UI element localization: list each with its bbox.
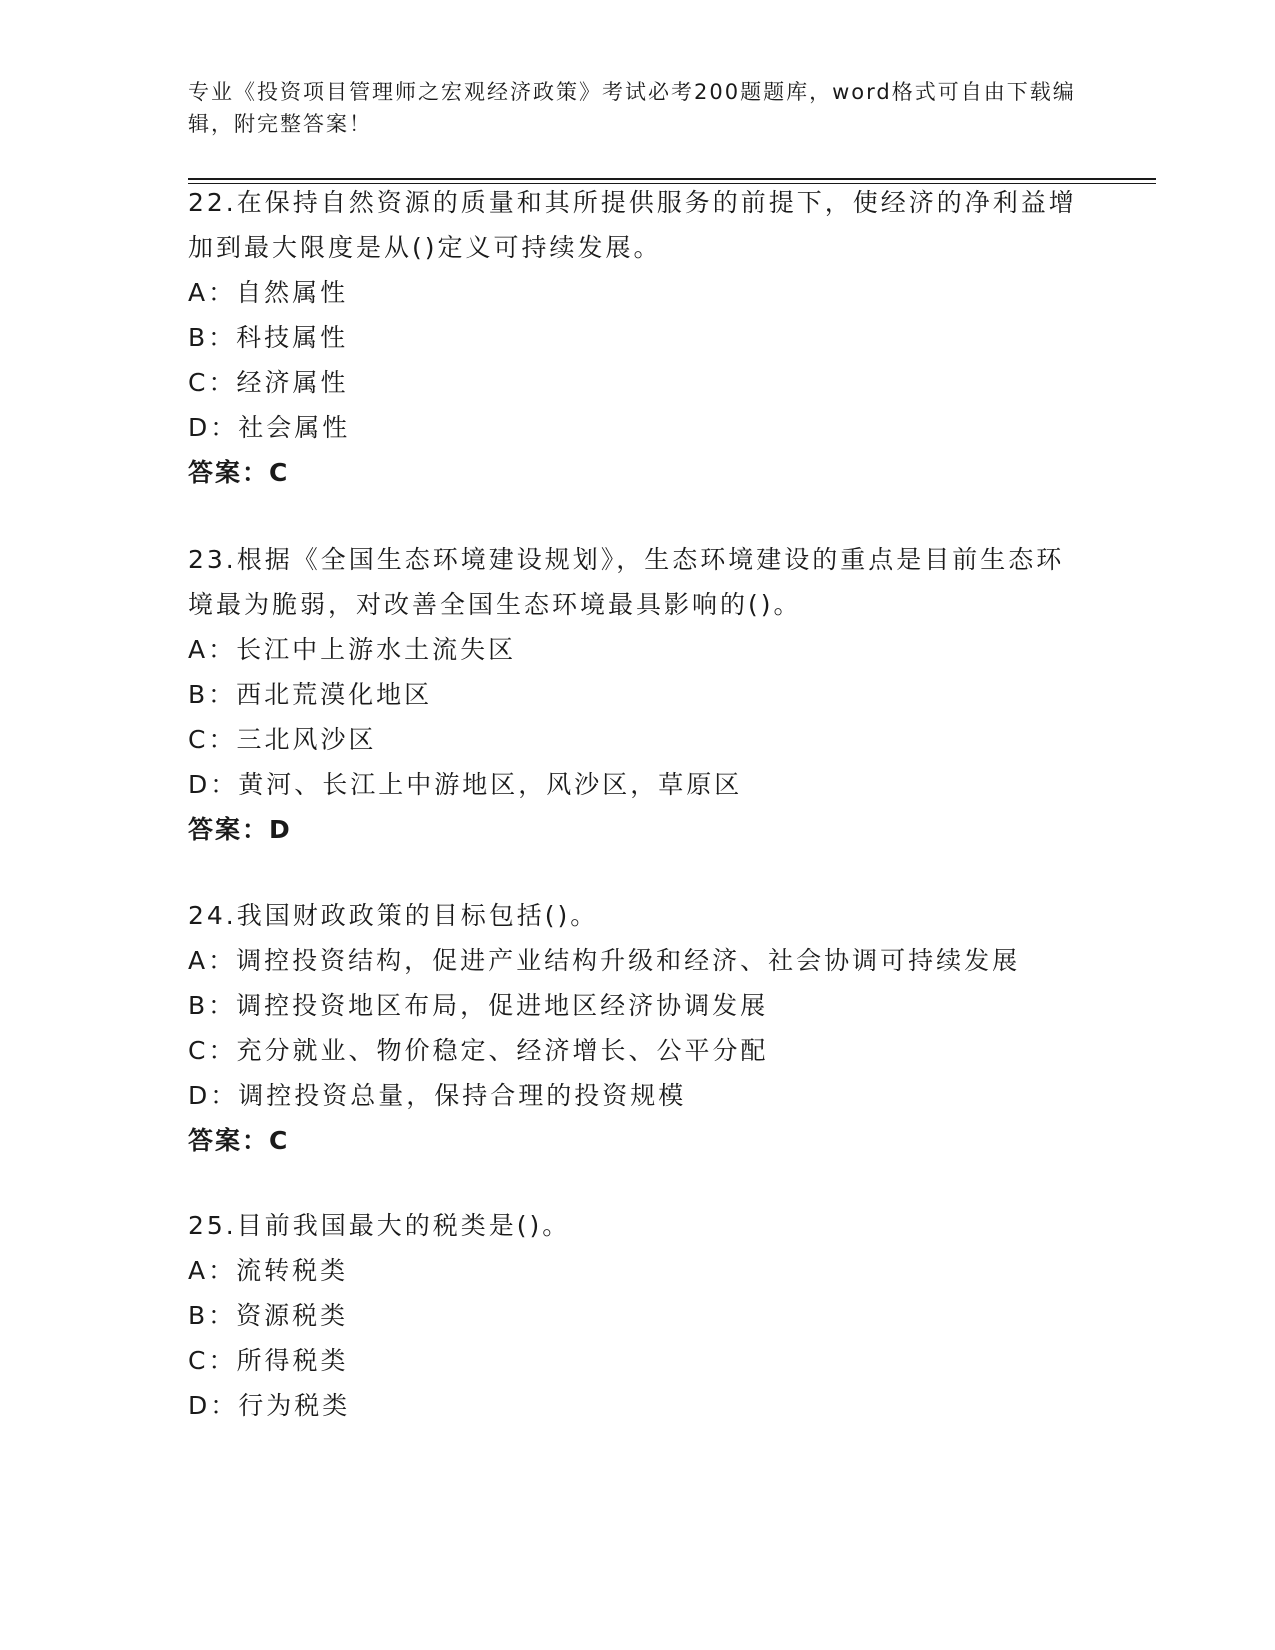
option-c: C：三北风沙区	[188, 725, 377, 754]
option-c: C：所得税类	[188, 1346, 349, 1375]
option-a: A：流转税类	[188, 1256, 349, 1285]
option-b: B：资源税类	[188, 1301, 349, 1330]
answer-label: 答案：D	[188, 815, 292, 844]
option-d: D：调控投资总量，保持合理的投资规模	[188, 1081, 687, 1110]
option-d: D：黄河、长江上中游地区，风沙区，草原区	[188, 770, 743, 799]
answer-label: 答案：C	[188, 1126, 290, 1155]
option-b: B：调控投资地区布局，促进地区经济协调发展	[188, 991, 769, 1020]
question-25	[188, 1203, 1088, 1428]
option-d: D：社会属性	[188, 413, 351, 442]
question-24	[188, 893, 1088, 1163]
question-stem: 23.根据《全国生态环境建设规划》，生态环境建设的重点是目前生态环境最为脆弱，对改善全国生态环境最具影响的()。	[188, 545, 1065, 619]
option-c: C：充分就业、物价稳定、经济增长、公平分配	[188, 1036, 769, 1065]
document-header: 专业《投资项目管理师之宏观经济政策》考试必考200题题库，word格式可自由下载编辑，附完整答案！	[188, 80, 1076, 136]
option-d: D：行为税类	[188, 1391, 351, 1420]
option-a: A：调控投资结构，促进产业结构升级和经济、社会协调可持续发展	[188, 946, 1021, 975]
question-stem: 25.目前我国最大的税类是()。	[188, 1211, 571, 1240]
option-a: A：长江中上游水土流失区	[188, 635, 517, 664]
answer-label: 答案：C	[188, 458, 290, 487]
question-23	[188, 537, 1088, 852]
question-stem: 22.在保持自然资源的质量和其所提供服务的前提下，使经济的净利益增加到最大限度是从()定义可持续发展。	[188, 188, 1077, 262]
question-22	[188, 180, 1088, 495]
option-a: A：自然属性	[188, 278, 349, 307]
option-b: B：科技属性	[188, 323, 349, 352]
option-b: B：西北荒漠化地区	[188, 680, 433, 709]
option-c: C：经济属性	[188, 368, 349, 397]
question-stem: 24.我国财政政策的目标包括()。	[188, 901, 599, 930]
